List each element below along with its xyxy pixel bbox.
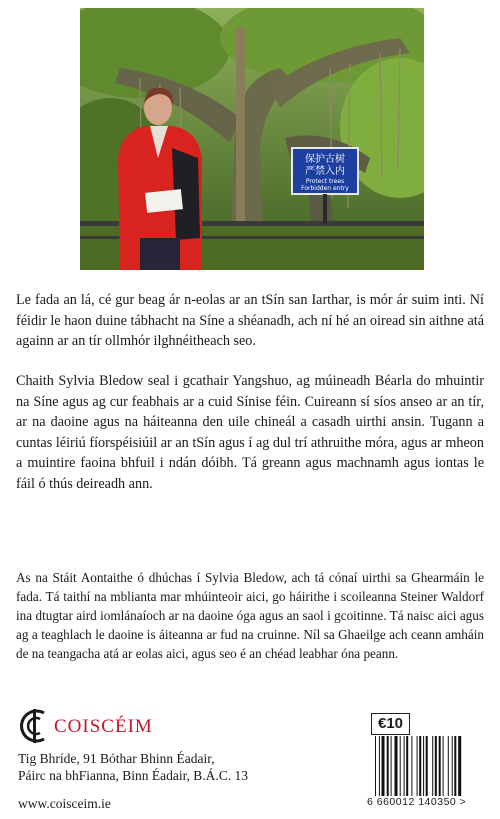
sign-line-1: 保护古树 <box>305 154 345 165</box>
barcode-bar <box>454 736 456 796</box>
barcode-bar <box>395 736 398 796</box>
barcode-bar <box>400 736 401 796</box>
barcode-bar <box>439 736 441 796</box>
barcode-bar <box>379 736 380 796</box>
isbn-barcode <box>373 736 485 798</box>
barcode-bar <box>391 736 392 796</box>
barcode-bar <box>411 736 412 796</box>
author-bio-paragraph: As na Stáit Aontaithe ó dhúchas í Sylvia Bledow, ach tá cónaí uirthi sa Ghearmáin le fada. Tá taithí na mblianta mar mhúinteoir aici, go háirithe i scoileanna Steiner Waldorf ina dtugtar aird iomlánaíoch ar na daoine óga agus an saol i gcoitinne. Tá naisc aici agus ag a teaghlach le daoine is áiteanna ar fud na cruinne. Níl sa Ghaeilge ach ceann amháin de na teangacha atá ar eolas aici, agus seo é an chéad leabhar óna peann. <box>16 570 484 661</box>
barcode-bar <box>443 736 444 796</box>
barcode-bar <box>404 736 405 796</box>
sign-line-2: 严禁入内 <box>305 166 345 177</box>
sign-line-4: Forbidden entry <box>301 185 349 192</box>
publisher-name: COISCÉIM <box>54 716 153 737</box>
address-line-1: Tig Bhríde, 91 Bóthar Bhinn Éadair, <box>18 751 215 766</box>
barcode-bar <box>423 736 424 796</box>
barcode-number: 6 660012 140350 > <box>367 796 467 808</box>
barcode-bar <box>406 736 408 796</box>
blurb-paragraph-1: Le fada an lá, cé gur beag ár n-eolas ar an tSín san Iarthar, is mór ár suim inti. Ní féidir le haon duine tábhacht na Síne a shéanadh, ach ní hé an oiread sin aithne atá againn ar an tír ollmhór ilghnéitheach seo. <box>16 292 484 349</box>
sign-line-3: Protect trees <box>305 178 345 185</box>
barcode-bar <box>387 736 389 796</box>
address-line-2: Páirc na bhFianna, Binn Éadair, B.Á.C. 13 <box>18 768 249 783</box>
barcode-bar <box>419 736 421 796</box>
barcode-bar <box>435 736 437 796</box>
barcode-bar <box>458 736 461 796</box>
blurb-paragraph-2: Chaith Sylvia Bledow seal i gcathair Yangshuo, ag múineadh Béarla do mhuintir na Síne agus ag cur feabhais ar a cuid Sínise féin. Cuireann sí síos anseo ar an tír, ar na daoine agus na háiteanna den uile chineál a casadh uirthi ansin. Tugann a cuntas léiriú fíorspéisiúil ar an tSín agus í ag dul trí athruithe móra, agus ar mheon a muintire faoina bhfuil i ndán dóibh. Tá greann agus machnamh agus iontas le fáil ó thús deireadh ann. <box>16 373 484 492</box>
price-label: €10 <box>371 713 410 735</box>
barcode-bar <box>432 736 433 796</box>
barcode-bar <box>382 736 385 796</box>
publisher-address <box>18 750 248 784</box>
barcode-bar <box>417 736 418 796</box>
coisceim-logo-icon <box>18 707 52 745</box>
barcode-bar <box>426 736 428 796</box>
barcode-bar <box>452 736 453 796</box>
cover-photo <box>80 8 424 270</box>
publisher-website: www.coisceim.ie <box>18 796 111 811</box>
barcode-bar <box>448 736 449 796</box>
barcode-bar <box>375 736 376 796</box>
